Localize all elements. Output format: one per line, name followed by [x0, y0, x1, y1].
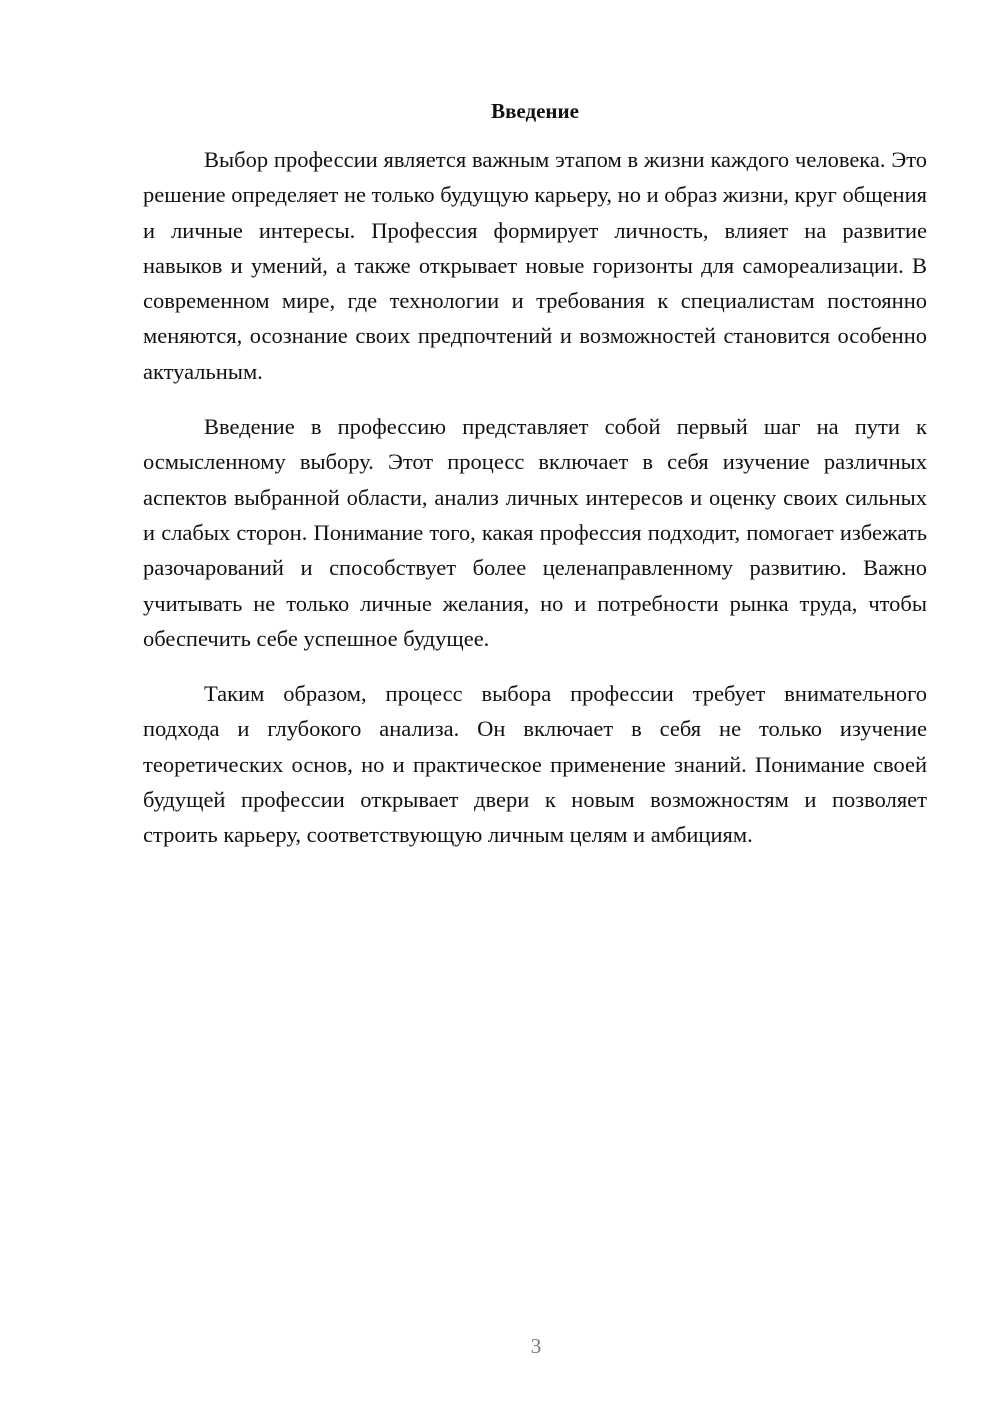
paragraph-2: Введение в профессию представляет собой первый шаг на пути к осмысленному выбору. Этот процесс включает в себя изучение различных аспектов выбранной области, анализ личных интересов и оценку своих сильных и слабых сторон. Понимание того, какая профессия подходит, помогает избежать разочарований и способствует более целенаправленному развитию. Важно учитывать не только личные желания, но и потребности рынка труда, чтобы обеспечить себе успешное будущее.	[143, 414, 927, 651]
page-content	[143, 92, 927, 853]
paragraph-3: Таким образом, процесс выбора профессии требует внимательного подхода и глубокого анализа. Он включает в себя не только изучение теоретических основ, но и практическое применение знаний. Понимание своей будущей профессии открывает двери к новым возможностям и позволяет строить карьеру, соответствующую личным целям и амбициям.	[143, 681, 927, 848]
section-title: Введение	[491, 99, 579, 123]
page-number: 3	[530, 1334, 542, 1358]
paragraph-1: Выбор профессии является важным этапом в жизни каждого человека. Это решение определяет не только будущую карьеру, но и образ жизни, круг общения и личные интересы. Профессия формирует личность, влияет на развитие навыков и умений, а также открывает новые горизонты для самореализации. В современном мире, где технологии и требования к специалистам постоянно меняются, осознание своих предпочтений и возможностей становится особенно актуальным.	[143, 147, 927, 384]
